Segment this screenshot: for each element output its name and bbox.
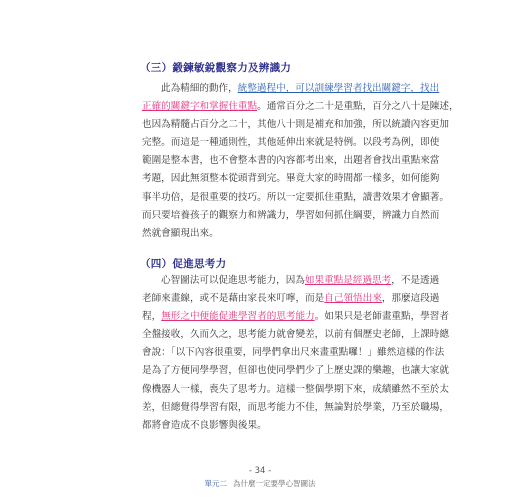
paragraph-line: 心智圖法可以促進思考能力，因為如果重點是經過思考，不是透過 <box>161 275 440 286</box>
section-4-heading: （四）促進思考力 <box>140 258 227 270</box>
paragraph-line: 事半功倍，是很重要的技巧。所以一定要抓住重點，讀書效果才會顯著。 <box>142 191 449 203</box>
section-3-heading: （三）鍛鍊敏銳觀察力及辨識力 <box>140 62 292 74</box>
paragraph-line: 而只要培養孩子的觀察力和辨識力，學習如何抓住綱要，辨識力自然而 <box>142 209 440 221</box>
page-number: - 34 - <box>248 466 272 476</box>
chapter-footer <box>0 478 520 489</box>
section-3-body <box>142 80 459 243</box>
paragraph-line: 老師來畫線，或不是藉由家長來叮嚀，而是自己領悟出來，那麼這段過 <box>142 293 440 305</box>
paragraph-line: 然就會顯現出來。 <box>142 227 219 239</box>
paragraph-line: 是為了方便同學學習，但卻也使同學們少了上歷史課的樂趣，也讓大家就 <box>142 365 449 377</box>
paragraph-line: 正確的關鍵字和掌握住重點。通常百分之二十是重點，百分之八十是陳述， <box>142 101 459 113</box>
paragraph-line: 完整。而這是一種通則性，其他延伸出來就是特例。以段考為例，即使 <box>142 137 440 149</box>
paragraph-line: 全盤接收，久而久之，思考能力就會變差，以前有個歷史老師，上課時總 <box>142 329 449 341</box>
paragraph-line: 考題，因此無須整本從頭背到完。畢竟大家的時間都一樣多，如何能夠 <box>142 173 440 185</box>
paragraph-line: 範圍是整本書，也不會整本書的內容都考出來，出題者會找出重點來當 <box>142 155 440 167</box>
chapter-label: 單元二 <box>204 479 227 488</box>
paragraph-line: 也因為精髓占百分之二十，其他八十則是補充和加強，所以統讀內容更加 <box>142 119 449 131</box>
paragraph-line: 此為精細的動作，統整過程中，可以訓練學習者找出關鍵字，找出 <box>161 83 440 94</box>
chapter-title: 為什麼一定要學心智圖法 <box>233 479 316 488</box>
paragraph-line: 差，但總覺得學習有限，而思考能力不佳，無論對於學業，乃至於職場， <box>142 401 449 413</box>
paragraph-line: 像機器人一樣，喪失了思考力。這樣一整個學期下來，成績雖然不至於太 <box>142 383 449 395</box>
paragraph-line: 都將會造成不良影響與後果。 <box>142 419 267 431</box>
paragraph-line: 會說：「以下內容很重要，同學們拿出尺來畫重點囉！」雖然這樣的作法 <box>142 347 445 359</box>
paragraph-line: 程，無形之中便能促進學習者的思考能力。如果只是老師畫重點，學習者 <box>142 311 449 323</box>
section-4-body <box>142 272 449 435</box>
